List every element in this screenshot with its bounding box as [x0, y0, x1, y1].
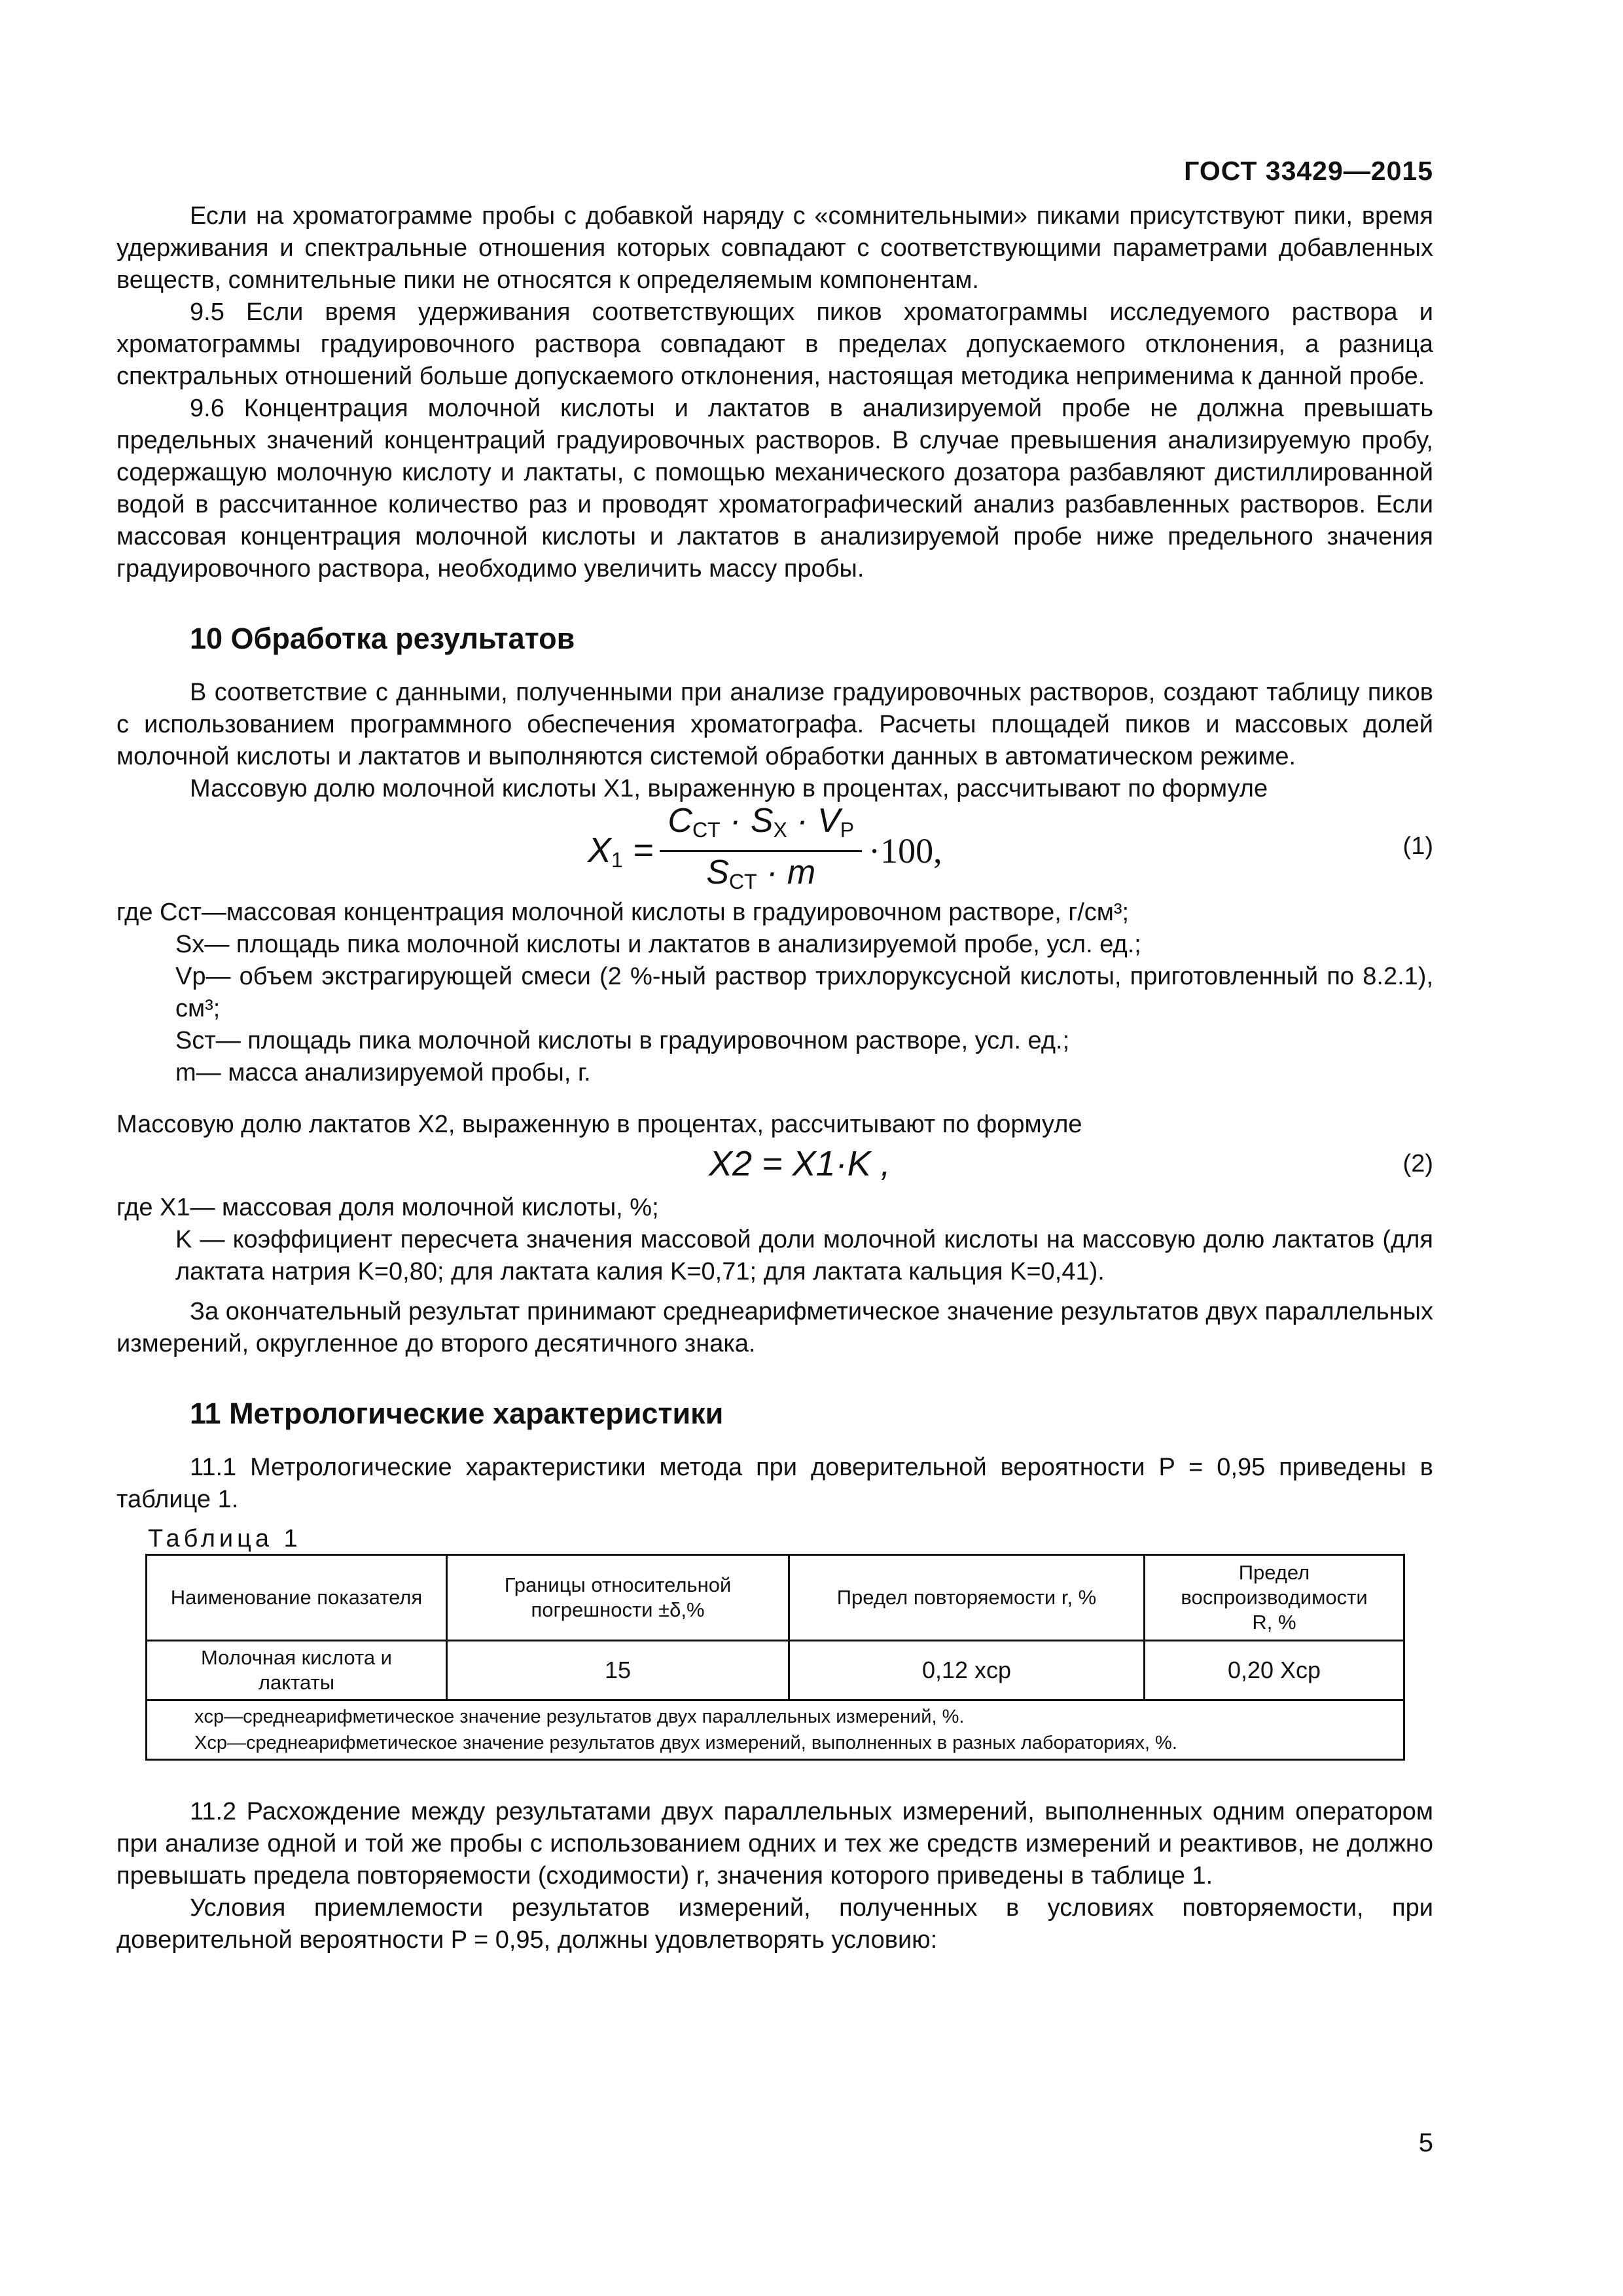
table-note: xср—среднеарифметическое значение результатов двух параллельных измерений, %.	[194, 1706, 965, 1727]
paragraph-doubtful-peaks: Если на хроматограмме пробы с добавкой наряду с «сомнительными» пиками присутствуют пики, время удерживания и спектральные отношения которых совпадают с соответствующими параметрами добавленных веществ, сомнительные пики не относятся к определяемым компонентам.	[116, 202, 1433, 294]
legend-k: K — коэффициент пересчета значения массовой доли молочной кислоты на массовую долю лактатов (для лактата натрия K=0,80; для лактата калия K=0,71; для лактата кальция K=0,41).	[175, 1226, 1433, 1285]
table-notes-row	[147, 1700, 1404, 1760]
formula-2-expression: X2 = X1·K ,	[709, 1144, 891, 1183]
table-cell: 15	[447, 1641, 789, 1700]
legend-s-x: Sx— площадь пика молочной кислоты и лактатов в анализируемой пробе, усл. ед.;	[175, 931, 1141, 958]
table-row	[147, 1641, 1404, 1700]
section-11-title: 11 Метрологические характеристики	[190, 1397, 724, 1430]
table-header-row	[147, 1555, 1404, 1641]
formula-1-number: (1)	[1402, 833, 1433, 860]
formula-1-legend	[116, 897, 1433, 1089]
formula-1-fraction	[660, 800, 862, 902]
formula-1	[116, 801, 1433, 897]
table-caption: Таблица 1	[148, 1525, 302, 1552]
paragraph-9-6: 9.6 Концентрация молочной кислоты и лактатов в анализируемой пробе не должна превышать предельных значений концентраций градуировочных растворов. В случае превышения анализируемую пробу, содержащую молочную кислоту и лактаты, с помощью механического дозатора разбавляют дистиллированной водой в рассчитанное количество раз и проводят хроматографический анализ разбавленных растворов. Если массовая концентрация молочной кислоты и лактатов в анализируемой пробе ниже предельного значения градуировочного раствора, необходимо увеличить массу пробы.	[116, 395, 1433, 583]
table-cell: Молочная кислота и лактаты	[147, 1641, 447, 1700]
document-header: ГОСТ 33429—2015	[1184, 156, 1433, 186]
metrology-table	[145, 1554, 1405, 1761]
legend-x1: где X1— массовая доля молочной кислоты, %;	[116, 1194, 659, 1221]
legend-m: m— масса анализируемой пробы, г.	[175, 1059, 591, 1086]
document-body	[116, 200, 1433, 1956]
section-10-paragraph-2: Массовую долю молочной кислоты X1, выраженную в процентах, рассчитывают по формуле	[190, 775, 1268, 802]
section-11-paragraph-2: 11.2 Расхождение между результатами двух параллельных измерений, выполненных одним оператором при анализе одной и той же пробы с использованием одних и тех же средств измерений и реактивов, не должно превышать предела повторяемости (сходимости) r, значения которого приведены в таблице 1.	[116, 1798, 1433, 1890]
table-header-cell: Наименование показателя	[147, 1555, 447, 1641]
formula-1-denominator: $S_{CT} \cdot m$	[706, 853, 816, 893]
section-10-paragraph-1: В соответствие с данными, полученными при анализе градуировочных растворов, создают таблицу пиков с использованием программного обеспечения хроматографа. Расчеты площадей пиков и массовых долей молочной кислоты и лактатов и выполняются системой обработки данных в автоматическом режиме.	[116, 679, 1433, 770]
legend-c-st: где Cст—массовая концентрация молочной кислоты в градуировочном растворе, г/см³;	[116, 899, 1130, 926]
legend-v-p: Vp— объем экстрагирующей смеси (2 %-ный раствор трихлоруксусной кислоты, приготовленный по 8.2.1), см³;	[175, 963, 1433, 1022]
paragraph-9-5: 9.5 Если время удерживания соответствующих пиков хроматограммы исследуемого раствора и хроматограммы градуировочного раствора совпадают в пределах допускаемого отклонения, а разница спектральных отношений больше допускаемого отклонения, настоящая методика неприменима к данной пробе.	[116, 298, 1433, 390]
table-header-cell: Границы относительной погрешности ±δ,%	[447, 1555, 789, 1641]
formula-2-number: (2)	[1402, 1150, 1433, 1177]
section-10-paragraph-4: За окончательный результат принимают среднеарифметическое значение результатов двух параллельных измерений, округленное до второго десятичного знака.	[116, 1298, 1433, 1357]
section-10-title: 10 Обработка результатов	[190, 622, 575, 655]
formula-2-legend	[116, 1192, 1433, 1288]
section-11-paragraph-3: Условия приемлемости результатов измерений, полученных в условиях повторяемости, при доверительной вероятности P = 0,95, должны удовлетворять условию:	[116, 1894, 1433, 1954]
table-header-cell: Предел повторяемости r, %	[789, 1555, 1145, 1641]
table-cell: 0,20 Xср	[1145, 1641, 1404, 1700]
formula-1-factor: ·100,	[868, 831, 942, 870]
page-number: 5	[1418, 2128, 1433, 2157]
section-11-paragraph-1: 11.1 Метрологические характеристики метода при доверительной вероятности P = 0,95 приведены в таблице 1.	[116, 1454, 1433, 1513]
table-header-cell: Предел воспроизводимости R, %	[1145, 1555, 1404, 1641]
formula-1-numerator: $C_{CT} \cdot S_X \cdot V_P$	[668, 801, 855, 842]
section-10-paragraph-3: Массовую долю лактатов X2, выраженную в процентах, рассчитывают по формуле	[116, 1111, 1082, 1138]
table-notes	[147, 1700, 1404, 1760]
formula-2	[116, 1141, 1433, 1192]
formula-1-lhs: $X_1$ =	[588, 830, 654, 872]
legend-s-st: Sст— площадь пика молочной кислоты в градуировочном растворе, усл. ед.;	[175, 1027, 1070, 1054]
table-cell: 0,12 xср	[789, 1641, 1145, 1700]
table-note: Xср—среднеарифметическое значение результатов двух измерений, выполненных в разных лабораториях, %.	[194, 1732, 1177, 1753]
